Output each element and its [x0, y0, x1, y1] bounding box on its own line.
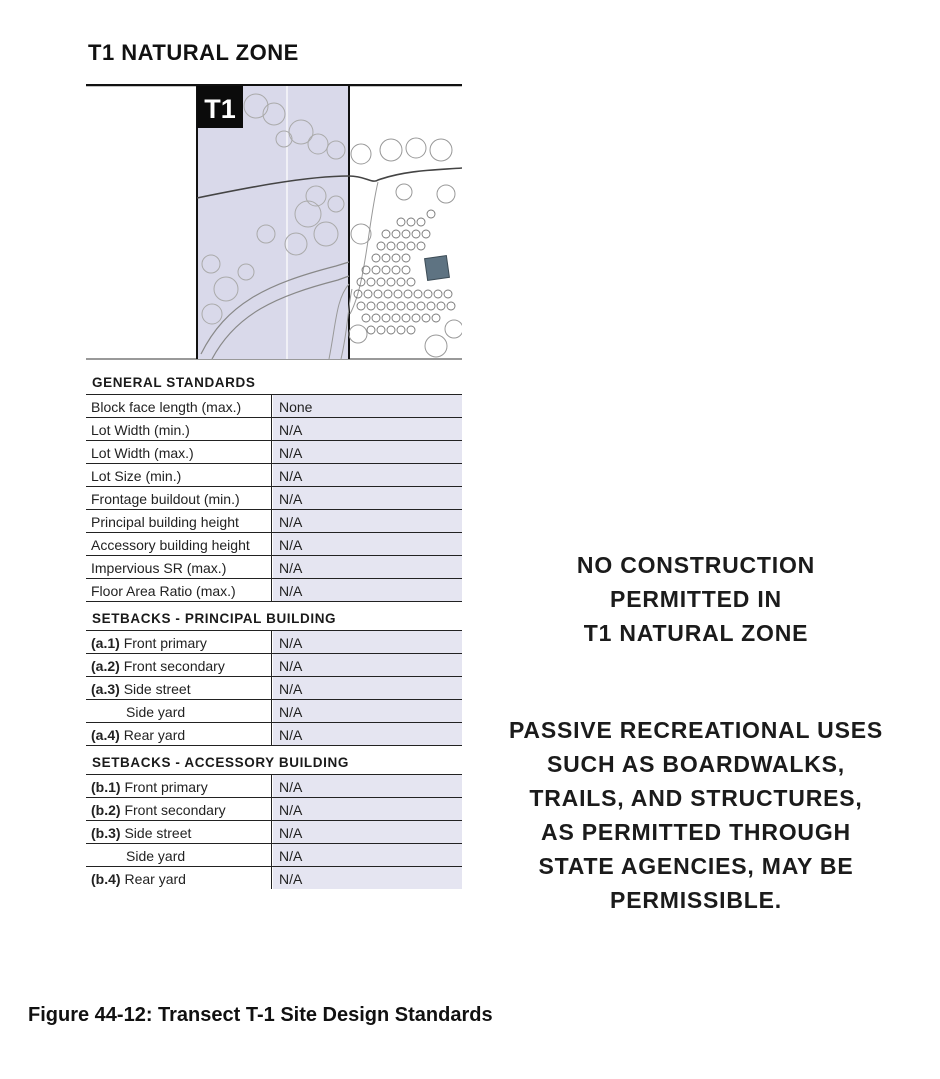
row-label-text: Front secondary: [123, 658, 225, 674]
setbacks-accessory-heading: SETBACKS - ACCESSORY BUILDING: [86, 752, 462, 775]
row-label-text: Impervious SR (max.): [91, 560, 227, 576]
row-label: [86, 556, 272, 578]
row-value: N/A: [273, 631, 462, 653]
page-title: T1 NATURAL ZONE: [88, 40, 299, 65]
table-row: [86, 579, 462, 602]
row-label-text: Side street: [124, 825, 192, 841]
row-label: [86, 677, 272, 699]
row-label: [86, 821, 272, 843]
row-code: (a.1): [91, 635, 120, 651]
row-value: N/A: [273, 556, 462, 578]
notice-line: STATE AGENCIES, MAY BE: [538, 853, 854, 879]
row-label: [86, 798, 272, 820]
row-label-text: Principal building height: [91, 514, 239, 530]
t1-site-diagram: [86, 84, 462, 360]
row-value: N/A: [273, 700, 462, 722]
table-row: [86, 441, 462, 464]
table-row: [86, 487, 462, 510]
row-code: (b.1): [91, 779, 121, 795]
table-row: [86, 395, 462, 418]
table-row: [86, 464, 462, 487]
row-value: N/A: [273, 579, 462, 601]
table-row: [86, 723, 462, 746]
row-value: N/A: [273, 654, 462, 676]
row-label: [86, 418, 272, 440]
table-row: [86, 510, 462, 533]
row-value: None: [273, 395, 462, 417]
row-label: [86, 510, 272, 532]
row-value: N/A: [273, 533, 462, 555]
row-value: N/A: [273, 510, 462, 532]
row-code: (a.3): [91, 681, 120, 697]
table-row: [86, 821, 462, 844]
notice-line: TRAILS, AND STRUCTURES,: [529, 785, 863, 811]
table-row: [86, 798, 462, 821]
row-label-text: Front primary: [123, 635, 207, 651]
notice-line: SUCH AS BOARDWALKS,: [546, 751, 846, 777]
row-label: [86, 579, 272, 601]
row-label: [86, 723, 272, 745]
table-row: [86, 700, 462, 723]
no-construction-notice: [500, 548, 892, 650]
row-label-text: Rear yard: [123, 727, 186, 743]
row-label: [86, 700, 272, 722]
row-label: [86, 867, 272, 889]
general-standards-heading: GENERAL STANDARDS: [86, 372, 462, 395]
setbacks-principal-heading: SETBACKS - PRINCIPAL BUILDING: [86, 608, 462, 631]
row-code: (a.2): [91, 658, 120, 674]
row-label: [86, 487, 272, 509]
row-code: (b.2): [91, 802, 121, 818]
row-value: N/A: [273, 418, 462, 440]
row-value: N/A: [273, 487, 462, 509]
notice-line: T1 NATURAL ZONE: [583, 620, 809, 646]
row-value: N/A: [273, 723, 462, 745]
table-row: [86, 418, 462, 441]
row-value: N/A: [273, 844, 462, 866]
row-label: [86, 441, 272, 463]
row-code: (b.3): [91, 825, 121, 841]
row-value: N/A: [273, 798, 462, 820]
notice-line: PERMITTED IN: [610, 586, 782, 612]
table-row: [86, 654, 462, 677]
table-row: [86, 844, 462, 867]
row-label-text: Lot Size (min.): [91, 468, 182, 484]
setbacks-accessory-rows: [86, 775, 462, 889]
table-row: [86, 631, 462, 654]
row-label-text: Rear yard: [124, 871, 186, 887]
row-label: [86, 631, 272, 653]
row-code: (b.4): [91, 871, 121, 887]
row-label-text: Block face length (max.): [91, 399, 242, 415]
notice-line: PERMISSIBLE.: [610, 887, 782, 913]
setbacks-principal-rows: [86, 631, 462, 746]
table-row: [86, 775, 462, 798]
row-label-text: Accessory building height: [91, 537, 250, 553]
notice-line: AS PERMITTED THROUGH: [541, 819, 851, 845]
table-row: [86, 533, 462, 556]
row-label: [86, 533, 272, 555]
general-standards-rows: [86, 395, 462, 602]
row-label-text: Side yard: [126, 848, 186, 864]
row-label-text: Side street: [123, 681, 191, 697]
row-label: [86, 464, 272, 486]
row-label-text: Frontage buildout (min.): [91, 491, 240, 507]
table-row: [86, 556, 462, 579]
row-label-text: Front primary: [124, 779, 208, 795]
figure-caption: Figure 44-12: Transect T-1 Site Design Standards: [28, 1004, 493, 1026]
row-label-text: Front secondary: [124, 802, 226, 818]
row-value: N/A: [273, 464, 462, 486]
row-label-text: Lot Width (min.): [91, 422, 190, 438]
table-row: [86, 677, 462, 700]
notice-line: PASSIVE RECREATIONAL USES: [508, 717, 883, 743]
row-label: [86, 654, 272, 676]
passive-uses-notice: [500, 713, 892, 917]
row-label-text: Floor Area Ratio (max.): [91, 583, 236, 599]
row-value: N/A: [273, 677, 462, 699]
row-value: N/A: [273, 821, 462, 843]
row-label: [86, 395, 272, 417]
row-value: N/A: [273, 775, 462, 797]
row-label-text: Lot Width (max.): [91, 445, 194, 461]
row-value: N/A: [273, 867, 462, 889]
row-label-text: Side yard: [126, 704, 186, 720]
standards-table: [86, 372, 462, 889]
table-row: [86, 867, 462, 889]
notice-line: NO CONSTRUCTION: [576, 552, 816, 578]
row-label: [86, 775, 272, 797]
row-value: N/A: [273, 441, 462, 463]
t1-badge: T1: [204, 94, 236, 124]
row-code: (a.4): [91, 727, 120, 743]
row-label: [86, 844, 272, 866]
